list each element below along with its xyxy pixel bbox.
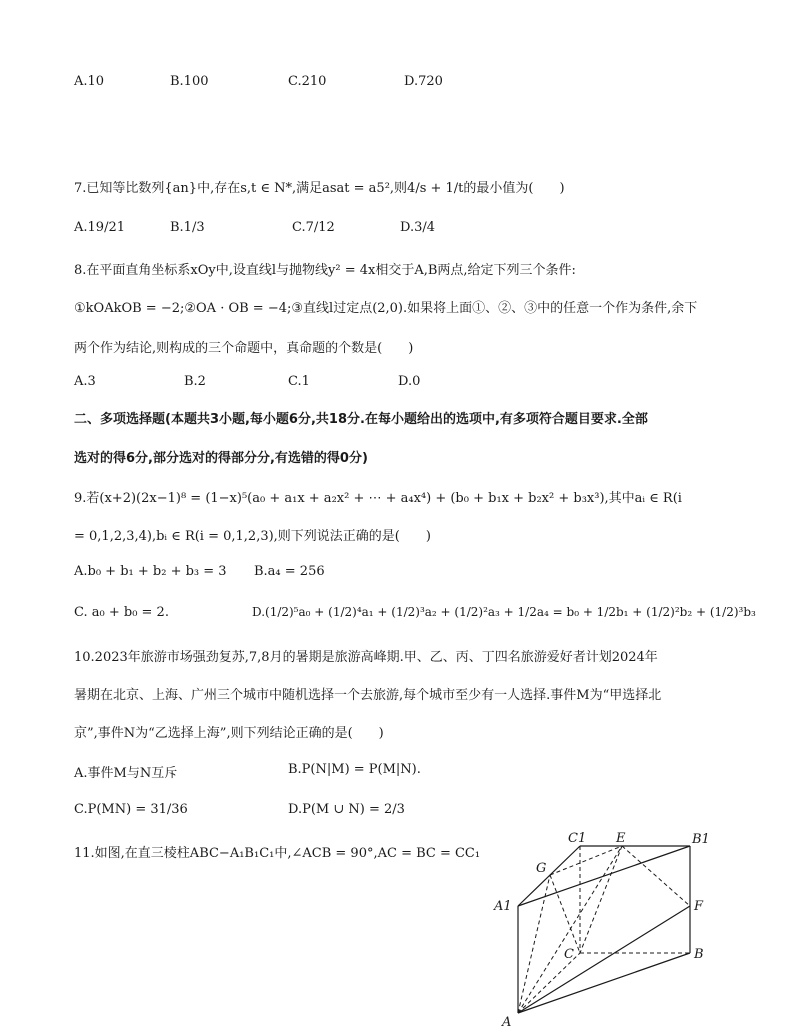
label-b1: B1 <box>692 832 710 847</box>
q7-stem: 7.已知等比数列{an}中,存在s,t ∈ N*,满足asat = a5²,则4/s + 1/t的最小值为( ) <box>74 181 565 196</box>
label-g: G <box>536 861 547 876</box>
q8-option-b: B.2 <box>184 374 206 389</box>
edge-a-b <box>518 953 690 1013</box>
prism-figure <box>490 828 730 1028</box>
q8-stem-line3: 两个作为结论,则构成的三个命题中，真命题的个数是( ) <box>74 341 414 356</box>
q9-stem-line2: = 0,1,2,3,4),bᵢ ∈ R(i = 0,1,2,3),则下列说法正确的是( ) <box>74 529 431 544</box>
q7-option-d: D.3/4 <box>400 220 436 235</box>
edge-e-f <box>622 846 690 906</box>
q9-stem-line1: 9.若(x+2)(2x−1)⁸ = (1−x)⁵(a₀ + a₁x + a₂x² + ⋯ + a₄x⁴) + (b₀ + b₁x + b₂x² + b₃x³),其中aᵢ ∈ R(i <box>74 491 682 506</box>
label-a1: A1 <box>494 899 512 914</box>
edge-g-c <box>550 875 580 953</box>
edge-a-f <box>518 906 690 1013</box>
q10-option-a: A.事件M与N互斥 <box>74 766 178 781</box>
q8-option-a: A.3 <box>74 374 96 389</box>
q10-option-d: D.P(M ∪ N) = 2/3 <box>288 802 405 817</box>
q10-option-b: B.P(N|M) = P(M|N). <box>288 762 421 777</box>
q6-option-b: B.100 <box>170 74 209 89</box>
q9-option-a: A.b₀ + b₁ + b₂ + b₃ = 3 <box>74 564 227 579</box>
label-c1: C1 <box>568 831 587 846</box>
q10-stem-line1: 10.2023年旅游市场强劲复苏,7,8月的暑期是旅游高峰期.甲、乙、丙、丁四名旅游爱好者计划2024年 <box>74 650 658 665</box>
q6-option-a: A.10 <box>74 74 105 89</box>
edge-e-c <box>580 846 622 953</box>
label-a: A <box>502 1015 512 1028</box>
q9-option-d: D.(1/2)⁵a₀ + (1/2)⁴a₁ + (1/2)³a₂ + (1/2)²a₃ + 1/2a₄ = b₀ + 1/2b₁ + (1/2)²b₂ + (1/2)³b₃ <box>252 605 756 619</box>
q8-stem-line2: ①kOAkOB = −2;②OA · OB = −4;③直线l过定点(2,0).如果将上面①、②、③中的任意一个作为条件,余下 <box>74 301 698 316</box>
q6-option-d: D.720 <box>404 74 443 89</box>
label-c: C <box>564 947 574 962</box>
edge-a-g <box>518 875 550 1013</box>
edge-a-c <box>518 953 580 1013</box>
q8-option-d: D.0 <box>398 374 421 389</box>
q9-option-b: B.a₄ = 256 <box>254 564 325 579</box>
q7-option-a: A.19/21 <box>74 220 125 235</box>
label-e: E <box>616 831 626 846</box>
edge-a1-b1 <box>518 846 690 906</box>
q7-option-c: C.7/12 <box>292 220 335 235</box>
q6-option-c: C.210 <box>288 74 327 89</box>
label-f: F <box>694 899 704 914</box>
label-b: B <box>694 947 704 962</box>
section2-heading-line1: 二、多项选择题(本题共3小题,每小题6分,共18分.在每小题给出的选项中,有多项符合题目要求.全部 <box>74 412 648 427</box>
q10-option-c: C.P(MN) = 31/36 <box>74 802 188 817</box>
edge-a1-c1 <box>518 846 580 906</box>
q9-option-c: C. a₀ + b₀ = 2. <box>74 605 169 620</box>
edge-g-e <box>550 846 622 875</box>
q8-stem-line1: 8.在平面直角坐标系xOy中,设直线l与抛物线y² = 4x相交于A,B两点,给定下列三个条件: <box>74 263 576 278</box>
q10-stem-line3: 京”,事件N为“乙选择上海”,则下列结论正确的是( ) <box>74 726 384 741</box>
edge-a-e <box>518 846 622 1013</box>
q7-option-b: B.1/3 <box>170 220 205 235</box>
q10-stem-line2: 暑期在北京、上海、广州三个城市中随机选择一个去旅游,每个城市至少有一人选择.事件M为“甲选择北 <box>74 688 662 703</box>
section2-heading-line2: 选对的得6分,部分选对的得部分分,有选错的得0分) <box>74 451 368 466</box>
q8-option-c: C.1 <box>288 374 310 389</box>
q11-stem: 11.如图,在直三棱柱ABC−A₁B₁C₁中,∠ACB = 90°,AC = BC = CC₁ <box>74 846 481 861</box>
